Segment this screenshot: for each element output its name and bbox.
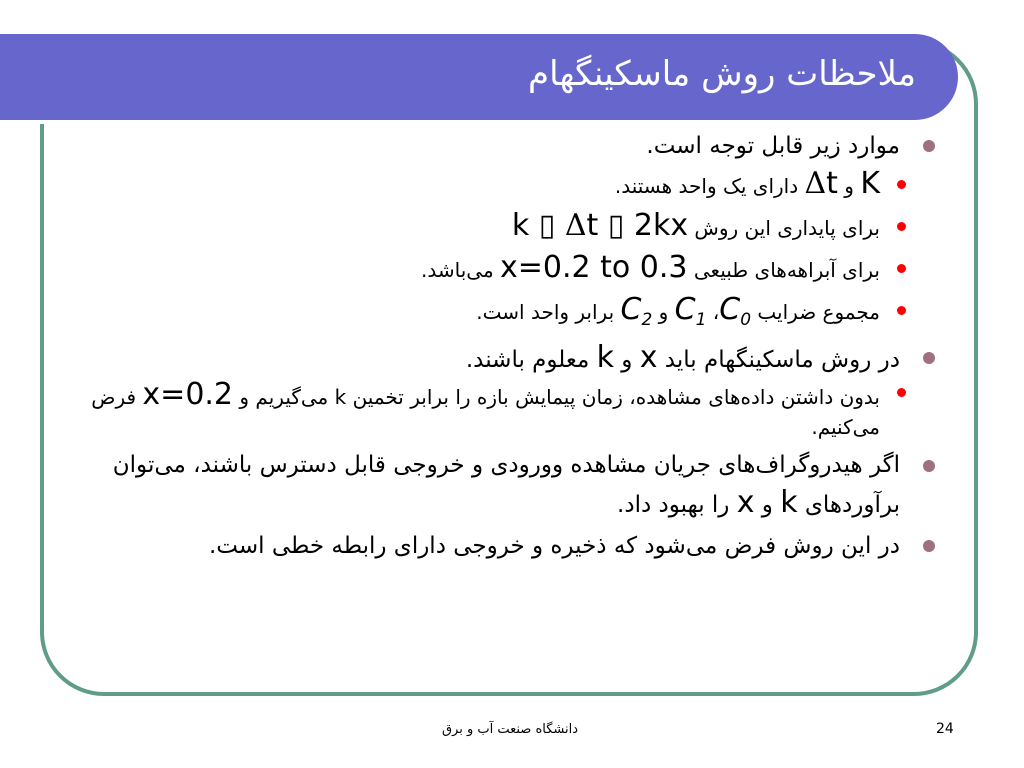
bullet-item-1 (70, 128, 938, 164)
symbol-k: k (596, 340, 614, 375)
symbol-x: x (639, 340, 658, 375)
sub-bullet-dot-icon (897, 180, 906, 189)
item-text: فرض می‌کنیم. (91, 385, 880, 439)
symbol-x: x (736, 485, 755, 520)
symbol-C1: $C_1$ (674, 292, 707, 330)
bullet-dot-icon (923, 540, 935, 552)
missing-glyph-box: ▯ (529, 208, 565, 243)
expression-2kx: 2kx (633, 208, 689, 243)
bullet-dot-icon (923, 352, 935, 364)
footer-university: دانشگاه صنعت آب و برق (441, 722, 579, 737)
item-text: برای آبراهه‌های طبیعی (687, 258, 880, 282)
sub-bullet-item-5 (70, 378, 938, 446)
sub-bullet-dot-icon (897, 388, 906, 397)
symbol-t: t (586, 208, 599, 243)
item-text: مجموع ضرایب (751, 300, 880, 324)
slide-content (70, 128, 938, 564)
symbol-delta: Δ (804, 166, 827, 201)
conjunction: و (614, 347, 640, 373)
bullet-item-4 (70, 528, 938, 564)
symbol-k: k (780, 485, 798, 520)
symbol-K: K (860, 166, 880, 201)
expression-x-range: x=0.2 to 0.3 (500, 250, 688, 285)
symbol-C2: $C_2$ (620, 292, 653, 330)
symbol-k: k (511, 208, 530, 243)
sub-bullet-dot-icon (897, 222, 906, 231)
symbol-delta: Δ (564, 208, 587, 243)
item-text: می‌باشد. (421, 258, 501, 282)
conjunction: و (652, 300, 675, 324)
item-text: موارد زیر قابل توجه است. (646, 133, 900, 159)
item-text: در روش ماسکینگهام باید (657, 347, 900, 373)
sub-bullet-dot-icon (897, 264, 906, 273)
bullet-item-3 (70, 446, 938, 524)
item-text: اگر هیدروگراف‌های جریان مشاهده وورودی و خروجی قابل دسترس باشند، می‌توان برآوردهای (112, 452, 900, 518)
symbol-C0: $C_0$ (719, 292, 752, 330)
bullet-dot-icon (923, 140, 935, 152)
bullet-item-2 (70, 340, 938, 378)
expression-x-value: x=0.2 (142, 377, 234, 412)
item-text: بدون داشتن داده‌های مشاهده، زمان پیمایش بازه را برابر تخمین k می‌گیریم و (233, 385, 880, 409)
sub-bullet-dot-icon (897, 306, 906, 315)
item-text: معلوم باشند. (465, 347, 597, 373)
sub-bullet-item-1 (70, 164, 938, 206)
conjunction: و (837, 174, 861, 198)
bullet-dot-icon (923, 460, 935, 472)
item-text: را بهبود داد. (617, 492, 737, 518)
symbol-t: t (826, 166, 838, 201)
item-text: برای پایداری این روش (688, 216, 880, 240)
page-number: 24 (936, 721, 954, 737)
item-text: برابر واحد است. (476, 300, 621, 324)
sub-bullet-item-3 (70, 248, 938, 290)
item-text: دارای یک واحد هستند. (614, 174, 805, 198)
slide-title: ملاحظات روش ماسکینگهام (528, 54, 916, 94)
sub-bullet-item-2 (70, 206, 938, 248)
item-text: در این روش فرض می‌شود که ذخیره و خروجی دارای رابطه خطی است. (208, 533, 900, 559)
missing-glyph-box: ▯ (598, 208, 634, 243)
sub-bullet-item-4 (70, 290, 938, 340)
separator: ، (706, 300, 720, 324)
conjunction: و (754, 492, 781, 518)
